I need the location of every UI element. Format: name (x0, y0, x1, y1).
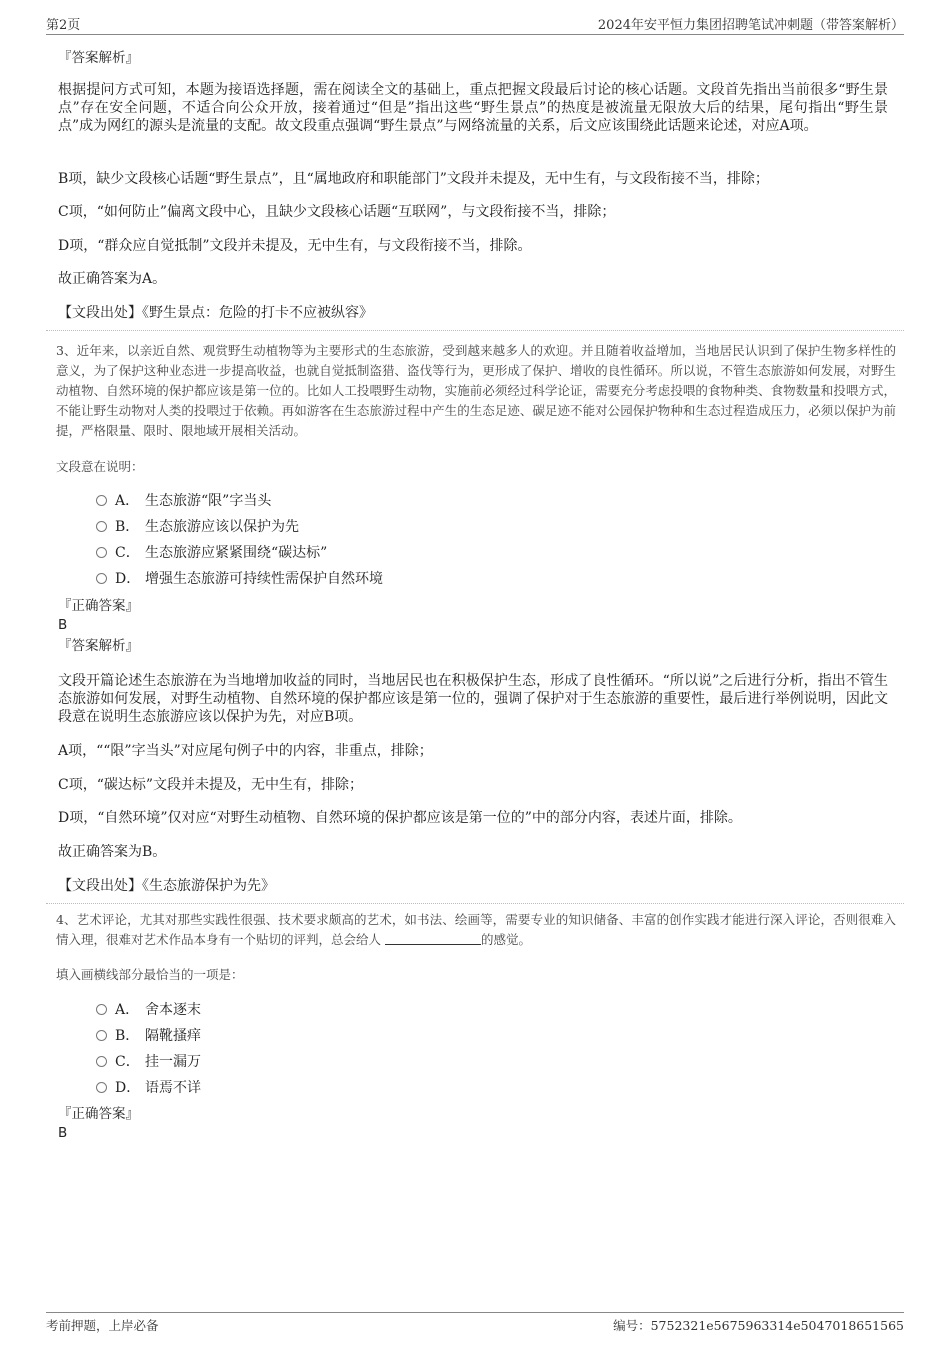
q3-option-d[interactable] (96, 570, 383, 588)
divider (46, 903, 904, 904)
option-letter: B． (115, 1028, 140, 1044)
option-letter: C． (115, 1054, 140, 1070)
option-text: 增强生态旅游可持续性需保护自然环境 (145, 571, 383, 587)
option-letter: D． (115, 1080, 141, 1096)
radio-icon[interactable] (96, 1030, 107, 1041)
q4-stem-before: 4、艺术评论，尤其对那些实践性很强、技术要求颇高的艺术，如书法、绘画等，需要专业的知识储备、丰富的创作实践才能进行深入评论，否则很难入情入理，很难对艺术作品本身有一个贴切的评判，总会给人 (56, 912, 896, 947)
page-footer (46, 1312, 904, 1333)
analysis-label: 『答案解析』 (58, 638, 139, 654)
option-text: 挂一漏万 (145, 1054, 201, 1070)
option-letter: A． (115, 1002, 140, 1018)
option-letter: D． (115, 571, 141, 587)
option-letter: C． (115, 545, 140, 561)
q3-option-a[interactable] (96, 492, 271, 510)
answer-label: 『正确答案』 (58, 1106, 139, 1122)
q3-source: 【文段出处】《生态旅游保护为先》 (58, 878, 275, 894)
q4-answer: B (58, 1125, 68, 1141)
q3-stem: 3、近年来，以亲近自然、观赏野生动植物等为主要形式的生态旅游，受到越来越多人的欢迎。并且随着收益增加，当地居民认识到了保护生物多样性的意义，为了保护这种业态进一步提高收益，也就自觉抵制盗猎、盗伐等行为，更形成了保护、增收的良性循环。所以说，不管生态旅游如何发展，对野生动植物、自然环境的保护都应该是第一位的。比如人工投喂野生动物，实施前必须经过科学论证，需要充分考虑投喂的食物种类、食物数量和投喂方式，不能让野生动物对人类的投喂过于依赖。再如游客在生态旅游过程中产生的生态足迹、碳足迹不能对公园保护物种和生态过程造成压力，必须以保护为前提，严格限量、限时、限地域开展相关活动。 (56, 343, 896, 438)
q2-option-b-analysis: B项，缺少文段核心话题“野生景点”，且“属地政府和职能部门”文段并未提及，无中生有，与文段衔接不当，排除； (58, 171, 769, 187)
q4-option-b[interactable] (96, 1027, 201, 1045)
divider (46, 330, 904, 331)
option-text: 舍本逐末 (145, 1002, 201, 1018)
page-number: 第2页 (46, 18, 81, 33)
q2-option-c-analysis: C项，“如何防止”偏离文段中心，且缺少文段核心话题“互联网”，与文段衔接不当，排除； (58, 204, 616, 220)
footer-serial: 编号：5752321e5675963314e5047018651565 (613, 1318, 904, 1333)
q2-conclusion: 故正确答案为A。 (58, 271, 167, 287)
q3-option-a-analysis: A项，““限”字当头”对应尾句例子中的内容，非重点，排除； (58, 743, 433, 759)
radio-icon[interactable] (96, 573, 107, 584)
q2-analysis: 根据提问方式可知，本题为接语选择题，需在阅读全文的基础上，重点把握文段最后讨论的核心话题。文段首先指出当前很多“野生景点”存在安全问题，不适合向公众开放，接着通过“但是”指出这些“野生景点”的热度是被流量无限放大后的结果，尾句指出“野生景点”成为网红的源头是流量的支配。故文段重点强调“野生景点”与网络流量的关系，后文应该围绕此话题来论述，对应A项。 (58, 82, 888, 134)
document-title: 2024年安平恒力集团招聘笔试冲刺题（带答案解析） (597, 18, 904, 33)
q4-stem (56, 910, 896, 950)
q3-option-c[interactable] (96, 544, 327, 562)
q2-option-d-analysis: D项，“群众应自觉抵制”文段并未提及，无中生有，与文段衔接不当，排除。 (58, 238, 532, 254)
option-text: 隔靴搔痒 (145, 1028, 201, 1044)
option-text: 语焉不详 (145, 1080, 201, 1096)
radio-icon[interactable] (96, 1004, 107, 1015)
q3-option-c-analysis: C项，“碳达标”文段并未提及，无中生有，排除； (58, 777, 364, 793)
q4-prompt: 填入画横线部分最恰当的一项是： (56, 967, 244, 982)
q4-stem-after: 的感觉。 (481, 932, 532, 947)
q3-answer: B (58, 617, 68, 633)
q3-conclusion: 故正确答案为B。 (58, 844, 167, 860)
analysis-label: 『答案解析』 (58, 50, 139, 66)
option-letter: B． (115, 519, 140, 535)
q4-option-c[interactable] (96, 1053, 201, 1071)
radio-icon[interactable] (96, 521, 107, 532)
q4-option-d[interactable] (96, 1079, 201, 1097)
q3-prompt: 文段意在说明： (56, 459, 144, 474)
radio-icon[interactable] (96, 547, 107, 558)
answer-label: 『正确答案』 (58, 598, 139, 614)
q3-option-d-analysis: D项，“自然环境”仅对应“对野生动植物、自然环境的保护都应该是第一位的”中的部分内容，表述片面，排除。 (58, 810, 742, 826)
radio-icon[interactable] (96, 1056, 107, 1067)
q2-source: 【文段出处】《野生景点：危险的打卡不应被纵容》 (58, 305, 373, 321)
option-text: 生态旅游应紧紧围绕“碳达标” (145, 545, 328, 561)
q3-option-b[interactable] (96, 518, 299, 536)
q4-option-a[interactable] (96, 1001, 201, 1019)
radio-icon[interactable] (96, 1082, 107, 1093)
option-text: 生态旅游应该以保护为先 (145, 519, 299, 535)
page-header (46, 14, 904, 35)
option-letter: A． (115, 493, 140, 509)
fill-blank (385, 932, 481, 945)
q3-analysis: 文段开篇论述生态旅游在为当地增加收益的同时，当地居民也在积极保护生态，形成了良性循环。“所以说”之后进行分析，指出不管生态旅游如何发展，对野生动植物、自然环境的保护都应该是第一位的，强调了保护对于生态旅游的重要性，最后进行举例说明，因此文段意在说明生态旅游应该以保护为先，对应B项。 (58, 673, 888, 725)
radio-icon[interactable] (96, 495, 107, 506)
footer-slogan: 考前押题，上岸必备 (46, 1318, 159, 1333)
option-text: 生态旅游“限”字当头 (145, 493, 272, 509)
